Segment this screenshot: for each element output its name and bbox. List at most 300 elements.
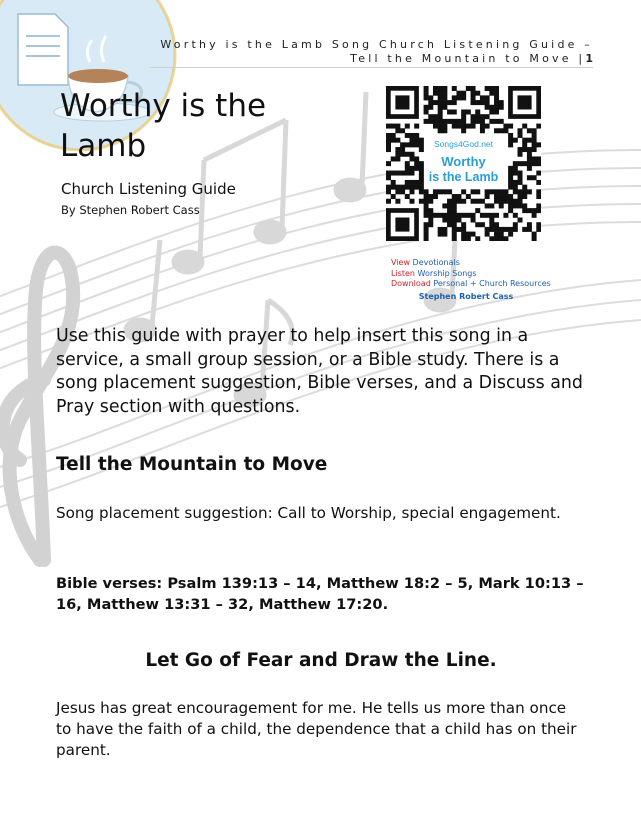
qr-module: [428, 213, 433, 218]
subheading: Let Go of Fear and Draw the Line.: [145, 650, 497, 671]
qr-module: [456, 194, 461, 199]
qr-module: [438, 128, 443, 133]
qr-module: [419, 180, 424, 185]
qr-module: [527, 227, 532, 232]
qr-module: [419, 142, 424, 147]
qr-module: [518, 175, 523, 180]
qr-module: [424, 203, 429, 208]
qr-module: [438, 227, 443, 232]
qr-module: [503, 199, 508, 204]
qr-module: [386, 161, 391, 166]
qr-module: [438, 109, 443, 114]
qr-module: [508, 203, 513, 208]
qr-module: [433, 189, 438, 194]
qr-module: [405, 152, 410, 157]
document-icon: [18, 14, 68, 85]
qr-module: [527, 128, 532, 133]
qr-module: [438, 91, 443, 96]
section-heading: Tell the Mountain to Move: [56, 454, 328, 475]
qr-module: [527, 161, 532, 166]
qr-module: [475, 208, 480, 213]
qr-module: [409, 152, 414, 157]
qr-module: [485, 227, 490, 232]
qr-module: [447, 119, 452, 124]
qr-module: [513, 203, 518, 208]
qr-module: [452, 222, 457, 227]
qr-module: [414, 185, 419, 190]
qr-module: [475, 189, 480, 194]
qr-module: [522, 208, 527, 213]
qr-module: [480, 95, 485, 100]
qr-module: [461, 95, 466, 100]
qr-module: [433, 119, 438, 124]
qr-module: [395, 156, 400, 161]
qr-module: [513, 213, 518, 218]
qr-module: [456, 218, 461, 223]
qr-module: [409, 156, 414, 161]
qr-module: [461, 91, 466, 96]
qr-module: [442, 119, 447, 124]
qr-module: [386, 124, 391, 129]
qr-module: [485, 95, 490, 100]
qr-module: [513, 161, 518, 166]
qr-module: [419, 185, 424, 190]
qr-module: [508, 194, 513, 199]
qr-module: [438, 213, 443, 218]
qr-module: [400, 189, 405, 194]
qr-module: [532, 133, 537, 138]
qr-module: [466, 213, 471, 218]
qr-module: [536, 124, 541, 129]
qr-module: [485, 194, 490, 199]
qr-module: [536, 142, 541, 147]
qr-module: [499, 119, 504, 124]
qr-module: [428, 119, 433, 124]
qr-module: [442, 189, 447, 194]
qr-module: [485, 203, 490, 208]
qr-module: [522, 142, 527, 147]
qr-module: [480, 114, 485, 119]
qr-module: [452, 232, 457, 237]
qr-module: [532, 232, 537, 237]
qr-module: [391, 185, 396, 190]
qr-module: [508, 124, 513, 129]
qr-module: [480, 100, 485, 105]
qr-module: [489, 91, 494, 96]
qr-finder: [395, 95, 409, 109]
qr-module: [494, 213, 499, 218]
qr-module: [424, 95, 429, 100]
qr-module: [471, 114, 476, 119]
qr-module: [414, 166, 419, 171]
qr-module: [489, 213, 494, 218]
qr-module: [447, 218, 452, 223]
qr-module: [461, 124, 466, 129]
qr-module: [405, 194, 410, 199]
qr-module: [513, 180, 518, 185]
qr-module: [471, 100, 476, 105]
qr-module: [494, 189, 499, 194]
qr-module: [527, 166, 532, 171]
qr-module: [489, 203, 494, 208]
qr-module: [527, 138, 532, 143]
qr-module: [471, 124, 476, 129]
qr-module: [400, 142, 405, 147]
qr-module: [503, 236, 508, 241]
subtitle: Church Listening Guide: [61, 180, 236, 198]
qr-module: [494, 222, 499, 227]
qr-module: [405, 124, 410, 129]
qr-module: [447, 208, 452, 213]
qr-module: [424, 91, 429, 96]
qr-module: [419, 199, 424, 204]
qr-module: [452, 119, 457, 124]
qr-module: [438, 189, 443, 194]
qr-module: [452, 124, 457, 129]
qr-module: [508, 138, 513, 143]
qr-module: [424, 213, 429, 218]
qr-module: [452, 213, 457, 218]
qr-module: [485, 105, 490, 110]
qr-module: [409, 171, 414, 176]
qr-module: [424, 222, 429, 227]
qr-module: [499, 194, 504, 199]
qr-module: [518, 128, 523, 133]
qr-module: [499, 100, 504, 105]
qr-module: [386, 142, 391, 147]
qr-module: [480, 199, 485, 204]
qr-module: [466, 124, 471, 129]
qr-module: [518, 218, 523, 223]
qr-module: [433, 124, 438, 129]
qr-module: [442, 213, 447, 218]
qr-module: [456, 227, 461, 232]
qr-module: [391, 138, 396, 143]
qr-module: [419, 175, 424, 180]
qr-module: [522, 227, 527, 232]
qr-module: [527, 152, 532, 157]
qr-module: [433, 100, 438, 105]
qr-module: [456, 124, 461, 129]
qr-module: [395, 185, 400, 190]
qr-module: [508, 227, 513, 232]
qr-module: [475, 114, 480, 119]
qr-finder: [518, 95, 532, 109]
qr-module: [513, 199, 518, 204]
qr-module: [395, 189, 400, 194]
qr-module: [503, 128, 508, 133]
qr-module: [532, 147, 537, 152]
qr-module: [485, 86, 490, 91]
qr-module: [447, 199, 452, 204]
qr-module: [452, 199, 457, 204]
qr-module: [471, 213, 476, 218]
qr-title-line-2: is the Lamb: [428, 170, 499, 184]
qr-module: [522, 189, 527, 194]
qr-module: [405, 185, 410, 190]
qr-module: [485, 213, 490, 218]
qr-module: [414, 124, 419, 129]
qr-module: [527, 147, 532, 152]
qr-module: [518, 133, 523, 138]
qr-module: [391, 171, 396, 176]
qr-module: [456, 213, 461, 218]
qr-module: [386, 147, 391, 152]
qr-module: [447, 213, 452, 218]
qr-module: [518, 161, 523, 166]
qr-module: [494, 236, 499, 241]
qr-module: [438, 124, 443, 129]
qr-module: [461, 114, 466, 119]
qr-module: [438, 114, 443, 119]
qr-module: [391, 124, 396, 129]
qr-module: [532, 128, 537, 133]
qr-module: [513, 171, 518, 176]
qr-module: [489, 222, 494, 227]
qr-module: [442, 100, 447, 105]
qr-module: [405, 133, 410, 138]
qr-site-label: Songs4God.net: [433, 139, 494, 149]
qr-module: [428, 199, 433, 204]
qr-module: [447, 189, 452, 194]
qr-module: [485, 114, 490, 119]
qr-module: [433, 114, 438, 119]
qr-module: [508, 171, 513, 176]
qr-module: [536, 208, 541, 213]
qr-module: [499, 189, 504, 194]
qr-module: [466, 194, 471, 199]
qr-module: [405, 171, 410, 176]
intro-paragraph: Use this guide with prayer to help insert this song in a service, a small group session, or a Bible study. There is a song placement suggestion, Bible verses, and a Discuss and Pray section with questions.: [56, 326, 583, 417]
qr-module: [513, 166, 518, 171]
qr-module: [480, 119, 485, 124]
qr-module: [518, 171, 523, 176]
qr-module: [461, 109, 466, 114]
qr-module: [424, 105, 429, 110]
qr-module: [485, 189, 490, 194]
qr-module: [405, 180, 410, 185]
qr-module: [386, 171, 391, 176]
qr-module: [532, 213, 537, 218]
qr-module: [452, 86, 457, 91]
qr-module: [424, 199, 429, 204]
qr-module: [424, 109, 429, 114]
qr-module: [536, 194, 541, 199]
qr-module: [409, 142, 414, 147]
qr-module: [400, 152, 405, 157]
qr-module: [503, 124, 508, 129]
qr-module: [452, 208, 457, 213]
qr-module: [471, 86, 476, 91]
qr-module: [518, 180, 523, 185]
qr-module: [428, 95, 433, 100]
qr-module: [494, 95, 499, 100]
qr-module: [518, 199, 523, 204]
qr-module: [428, 208, 433, 213]
qr-module: [494, 232, 499, 237]
qr-module: [438, 86, 443, 91]
page-number: 1: [585, 52, 593, 65]
qr-module: [485, 232, 490, 237]
qr-module: [424, 208, 429, 213]
qr-module: [461, 189, 466, 194]
qr-module: [452, 100, 457, 105]
qr-module: [532, 156, 537, 161]
header-rule: [150, 67, 593, 68]
qr-module: [536, 227, 541, 232]
header-line-2: Tell the Mountain to Move: [350, 52, 572, 65]
qr-module: [419, 138, 424, 143]
qr-module: [503, 189, 508, 194]
qr-module: [522, 161, 527, 166]
qr-module: [489, 109, 494, 114]
qr-module: [508, 232, 513, 237]
qr-module: [424, 236, 429, 241]
qr-module: [391, 156, 396, 161]
qr-module: [499, 105, 504, 110]
bible-verses: Bible verses: Psalm 139:13 – 14, Matthew 18:2 – 5, Mark 10:13 – 16, Matthew 13:31 – 32, Matthew 17:20.: [56, 575, 584, 613]
qr-module: [480, 213, 485, 218]
qr-module: [414, 133, 419, 138]
page-title: Worthy is the Lamb: [60, 88, 267, 164]
qr-module: [438, 105, 443, 110]
qr-module: [419, 166, 424, 171]
qr-module: [471, 218, 476, 223]
placement-paragraph: Song placement suggestion: Call to Worship, special engagement.: [56, 504, 561, 522]
qr-module: [386, 185, 391, 190]
qr-code-graphic: [386, 86, 541, 241]
qr-module: [424, 189, 429, 194]
qr-module: [536, 156, 541, 161]
qr-module: [442, 227, 447, 232]
qr-module: [409, 189, 414, 194]
qr-module: [499, 232, 504, 237]
qr-module: [522, 194, 527, 199]
qr-module: [395, 138, 400, 143]
qr-module: [438, 100, 443, 105]
qr-module: [518, 189, 523, 194]
qr-module: [499, 227, 504, 232]
qr-module: [489, 119, 494, 124]
qr-module: [409, 166, 414, 171]
qr-module: [518, 203, 523, 208]
qr-module: [499, 199, 504, 204]
qr-module: [499, 128, 504, 133]
qr-module: [452, 95, 457, 100]
author-byline: By Stephen Robert Cass: [61, 203, 200, 217]
qr-module: [386, 189, 391, 194]
qr-module: [395, 128, 400, 133]
qr-module: [522, 147, 527, 152]
qr-module: [494, 128, 499, 133]
qr-module: [442, 91, 447, 96]
qr-module: [400, 185, 405, 190]
qr-module: [419, 147, 424, 152]
qr-module: [405, 161, 410, 166]
qr-module: [508, 142, 513, 147]
qr-module: [503, 213, 508, 218]
qr-module: [466, 86, 471, 91]
qr-caption-author: Stephen Robert Cass: [418, 291, 514, 301]
qr-module: [405, 166, 410, 171]
qr-module: [452, 109, 457, 114]
qr-module: [409, 199, 414, 204]
qr-module: [414, 161, 419, 166]
qr-module: [499, 236, 504, 241]
qr-module: [442, 218, 447, 223]
qr-module: [428, 222, 433, 227]
qr-module: [466, 236, 471, 241]
qr-module: [391, 194, 396, 199]
qr-module: [513, 185, 518, 190]
qr-module: [471, 119, 476, 124]
qr-module: [536, 171, 541, 176]
qr-module: [400, 128, 405, 133]
qr-module: [442, 232, 447, 237]
qr-module: [508, 199, 513, 204]
qr-module: [494, 105, 499, 110]
qr-module: [518, 147, 523, 152]
qr-module: [419, 161, 424, 166]
qr-module: [494, 227, 499, 232]
qr-module: [461, 119, 466, 124]
qr-module: [414, 180, 419, 185]
qr-module: [428, 114, 433, 119]
qr-module: [442, 203, 447, 208]
qr-module: [456, 91, 461, 96]
qr-module: [494, 91, 499, 96]
qr-module: [536, 203, 541, 208]
qr-module: [395, 199, 400, 204]
qr-module: [532, 161, 537, 166]
qr-module: [456, 199, 461, 204]
qr-module: [419, 189, 424, 194]
qr-module: [438, 95, 443, 100]
header-line-1: Worthy is the Lamb Song Church Listening Guide –: [160, 38, 593, 51]
qr-module: [536, 222, 541, 227]
qr-module: [508, 175, 513, 180]
qr-module: [433, 86, 438, 91]
qr-module: [391, 133, 396, 138]
qr-module: [536, 161, 541, 166]
qr-module: [409, 180, 414, 185]
qr-module: [391, 180, 396, 185]
qr-module: [419, 171, 424, 176]
qr-module: [452, 227, 457, 232]
qr-module: [513, 189, 518, 194]
qr-module: [494, 86, 499, 91]
qr-module: [527, 208, 532, 213]
qr-module: [452, 218, 457, 223]
qr-module: [522, 185, 527, 190]
qr-module: [485, 100, 490, 105]
qr-module: [508, 208, 513, 213]
qr-module: [489, 236, 494, 241]
qr-module: [475, 236, 480, 241]
qr-module: [489, 105, 494, 110]
qr-caption-row-view: View Devotionals: [391, 258, 460, 267]
qr-module: [522, 124, 527, 129]
qr-module: [471, 95, 476, 100]
qr-module: [536, 189, 541, 194]
qr-module: [489, 227, 494, 232]
qr-module: [424, 119, 429, 124]
qr-module: [452, 236, 457, 241]
qr-module: [503, 194, 508, 199]
running-header: Worthy is the Lamb Song Church Listening Guide – Tell the Mountain to Move |1: [160, 38, 593, 65]
qr-module: [386, 138, 391, 143]
qr-code[interactable]: [386, 86, 541, 241]
